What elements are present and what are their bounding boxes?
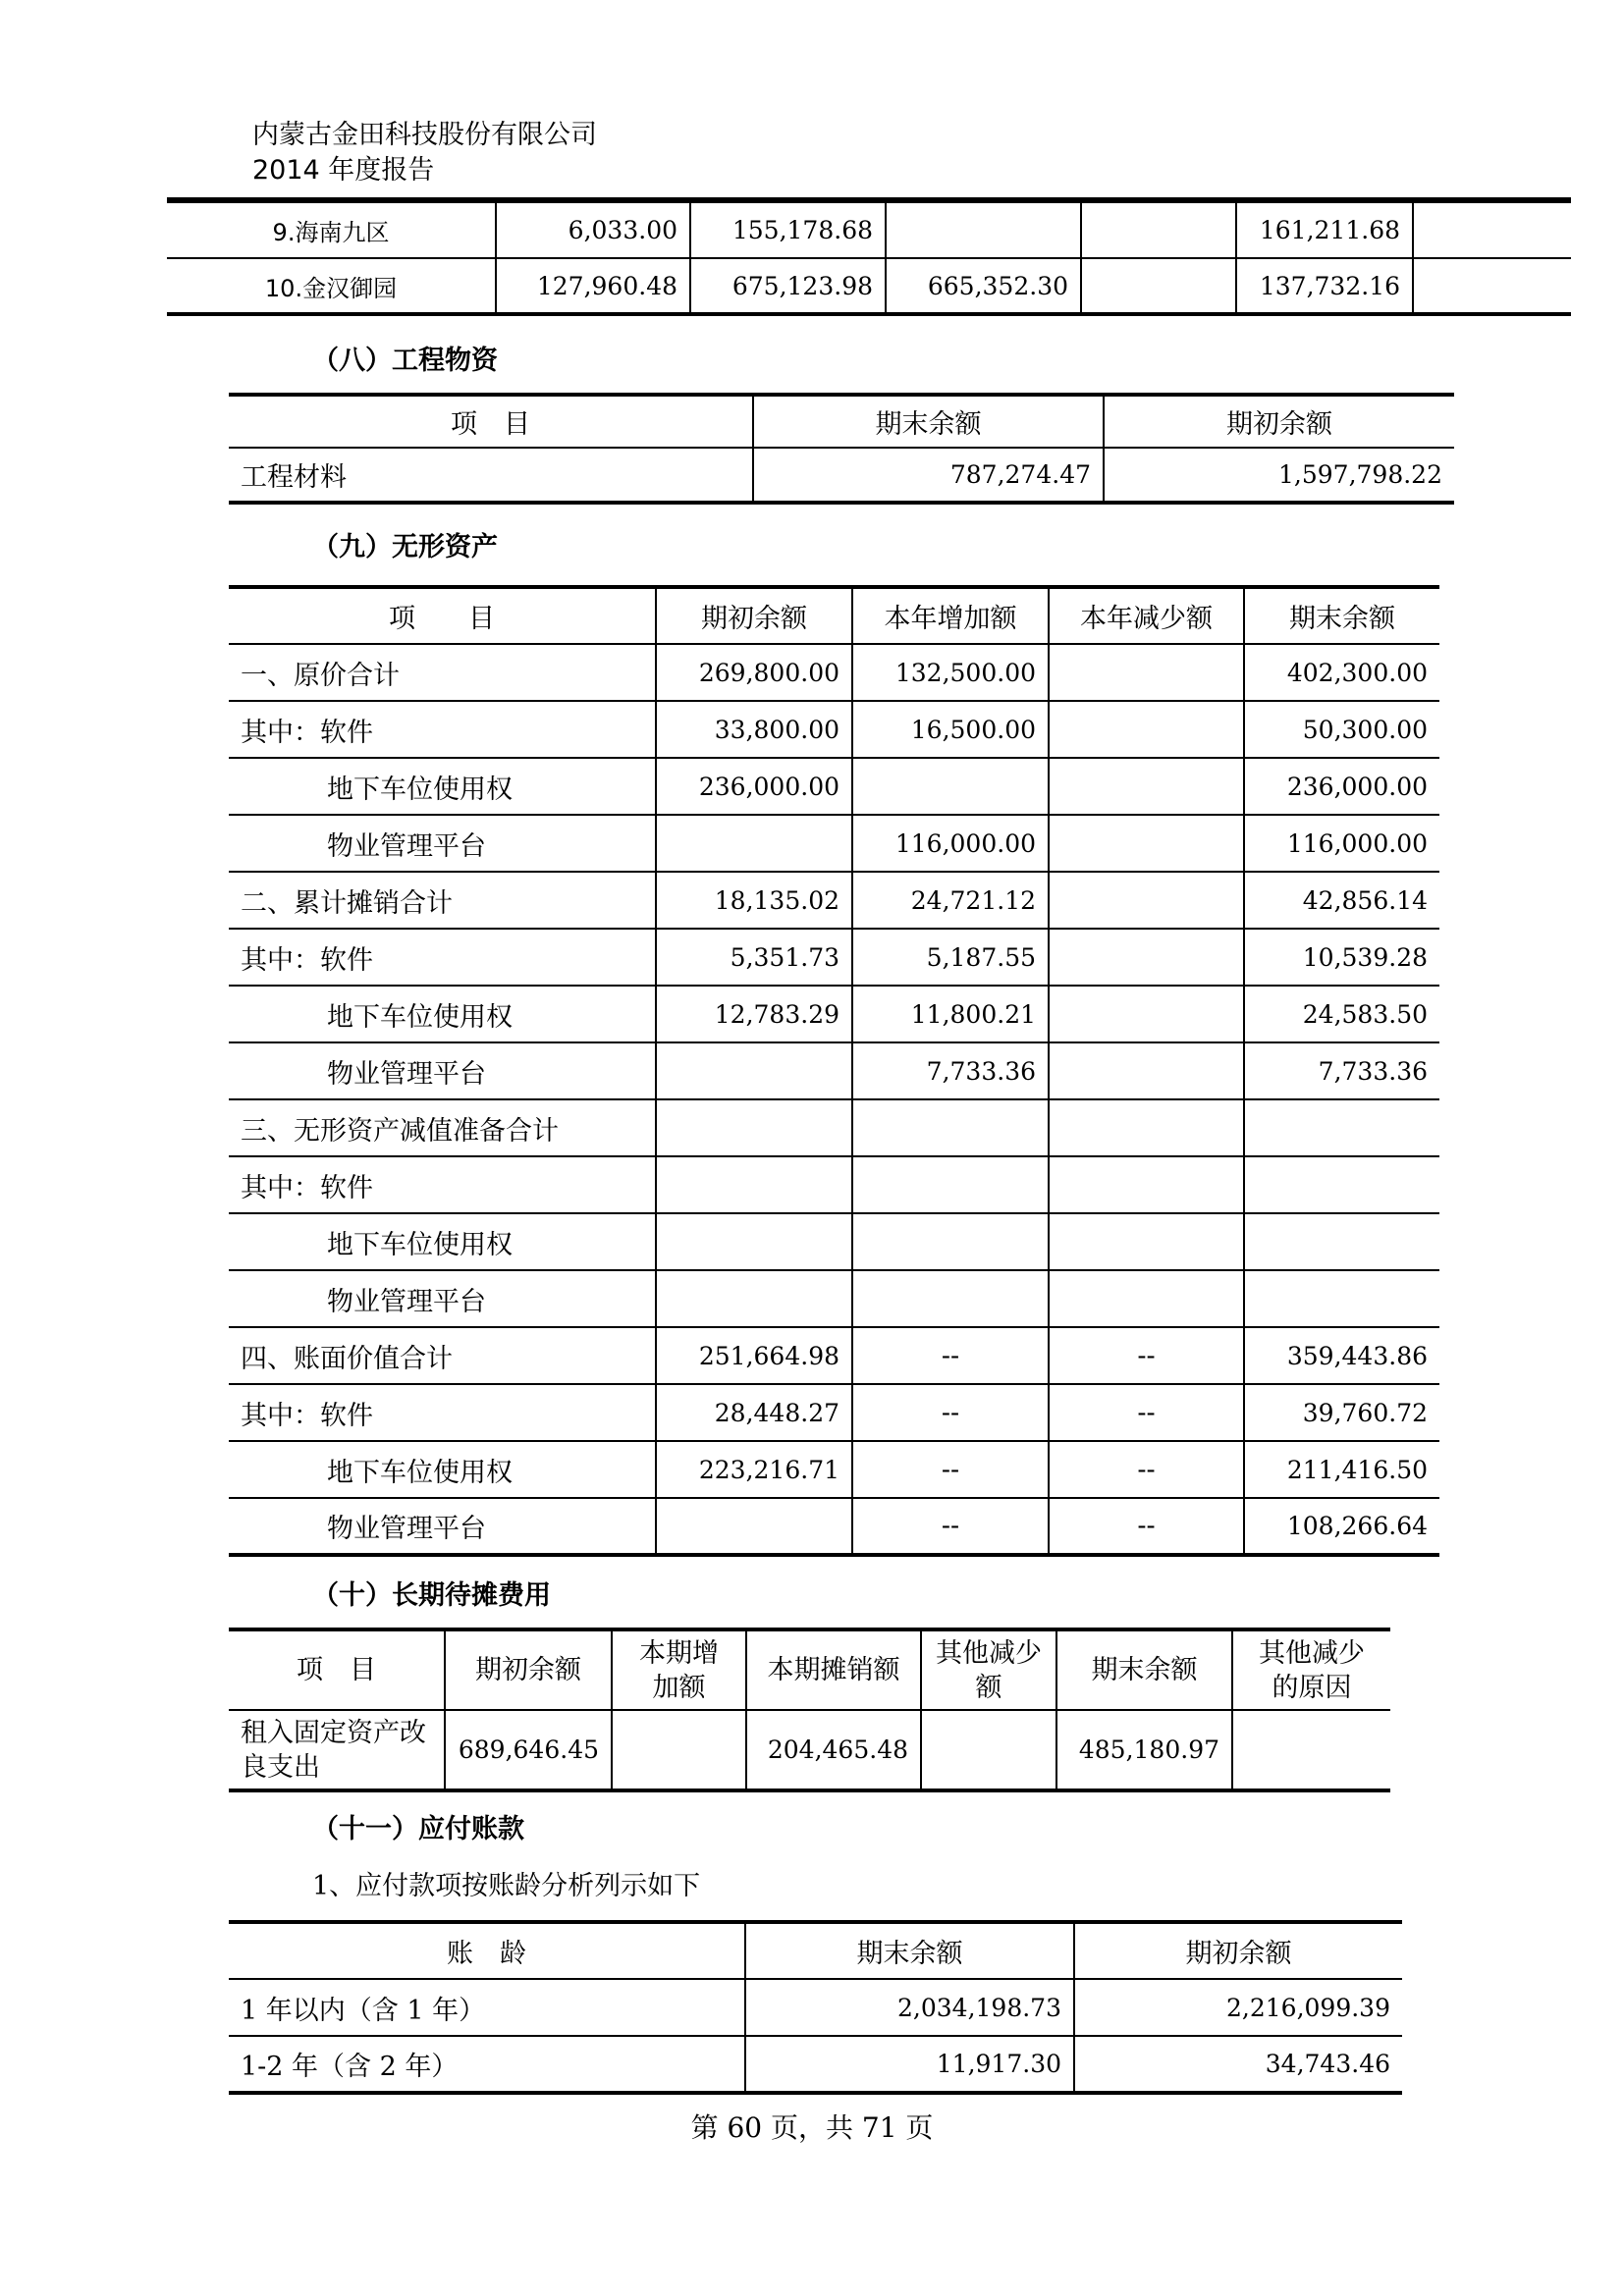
column-header: 本年减少额 <box>1049 587 1244 644</box>
project-name: 10.金汉御园 <box>167 258 496 314</box>
column-header: 项 目 <box>229 587 656 644</box>
table-row: 其中：软件 <box>229 1156 1439 1213</box>
company-name: 内蒙古金田科技股份有限公司 <box>252 120 597 150</box>
table-row: 地下车位使用权 223,216.71 -- -- 211,416.50 <box>229 1441 1439 1498</box>
column-header: 本期摊销额 <box>746 1629 921 1710</box>
table-row: 地下车位使用权 236,000.00 236,000.00 <box>229 758 1439 815</box>
column-header: 期末余额 <box>1244 587 1439 644</box>
table-row: 物业管理平台 7,733.36 7,733.36 <box>229 1042 1439 1099</box>
table-header-row <box>229 587 1439 644</box>
accounts-payable-table <box>229 1920 1402 2095</box>
section-title: （十）长期待摊费用 <box>312 1580 551 1611</box>
section-subtitle: 1、应付款项按账龄分析列示如下 <box>312 1871 701 1901</box>
table-header-row <box>229 395 1454 448</box>
table-row: 物业管理平台 -- -- 108,266.64 <box>229 1498 1439 1555</box>
section-title: （八）工程物资 <box>312 346 498 376</box>
column-header: 期初余额 <box>1074 1922 1402 1979</box>
long-term-prepaid-table <box>229 1628 1390 1792</box>
table-row: 租入固定资产改良支出 689,646.45 204,465.48 485,180.97 <box>229 1710 1390 1790</box>
table-row: 地下车位使用权 <box>229 1213 1439 1270</box>
table-row: 三、无形资产减值准备合计 <box>229 1099 1439 1156</box>
table-row: 其中：软件 28,448.27 -- -- 39,760.72 <box>229 1384 1439 1441</box>
column-header: 期初余额 <box>1104 395 1454 448</box>
column-header: 期初余额 <box>656 587 852 644</box>
table-row: 1-2 年（含 2 年） 11,917.30 34,743.46 <box>229 2036 1402 2093</box>
column-header: 其他减少的原因 <box>1232 1629 1390 1710</box>
table-row: 二、累计摊销合计 18,135.02 24,721.12 42,856.14 <box>229 872 1439 929</box>
column-header: 其他减少额 <box>921 1629 1056 1710</box>
table-row: 物业管理平台 <box>229 1270 1439 1327</box>
table-header-row <box>229 1629 1390 1710</box>
report-title: 2014 年度报告 <box>252 155 435 186</box>
engineering-materials-table <box>229 393 1454 505</box>
column-header: 期末余额 <box>753 395 1104 448</box>
column-header: 本年增加额 <box>852 587 1049 644</box>
table-row: 1 年以内（含 1 年） 2,034,198.73 2,216,099.39 <box>229 1979 1402 2036</box>
continuation-table <box>167 201 1571 316</box>
column-header: 账 龄 <box>229 1922 745 1979</box>
column-header: 项 目 <box>229 395 753 448</box>
page-number: 第 60 页，共 71 页 <box>690 2111 934 2144</box>
table-header-row <box>229 1922 1402 1979</box>
table-row: 其中：软件 33,800.00 16,500.00 50,300.00 <box>229 701 1439 758</box>
table-row: 9.海南九区 6,033.00 155,178.68 161,211.68 <box>167 202 1571 258</box>
table-row: 四、账面价值合计 251,664.98 -- -- 359,443.86 <box>229 1327 1439 1384</box>
column-header: 项 目 <box>229 1629 445 1710</box>
project-name: 9.海南九区 <box>167 202 496 258</box>
table-row: 物业管理平台 116,000.00 116,000.00 <box>229 815 1439 872</box>
column-header: 期末余额 <box>1056 1629 1232 1710</box>
table-row: 工程材料 787,274.47 1,597,798.22 <box>229 448 1454 503</box>
table-row: 其中：软件 5,351.73 5,187.55 10,539.28 <box>229 929 1439 986</box>
table-row: 地下车位使用权 12,783.29 11,800.21 24,583.50 <box>229 986 1439 1042</box>
table-row: 10.金汉御园 127,960.48 675,123.98 665,352.30 137,732.16 <box>167 258 1571 314</box>
section-title: （九）无形资产 <box>312 532 498 562</box>
column-header: 期末余额 <box>745 1922 1074 1979</box>
intangible-assets-table <box>229 585 1439 1557</box>
column-header: 期初余额 <box>445 1629 612 1710</box>
column-header: 本期增加额 <box>612 1629 746 1710</box>
section-title: （十一）应付账款 <box>312 1814 524 1844</box>
table-row: 一、原价合计 269,800.00 132,500.00 402,300.00 <box>229 644 1439 701</box>
